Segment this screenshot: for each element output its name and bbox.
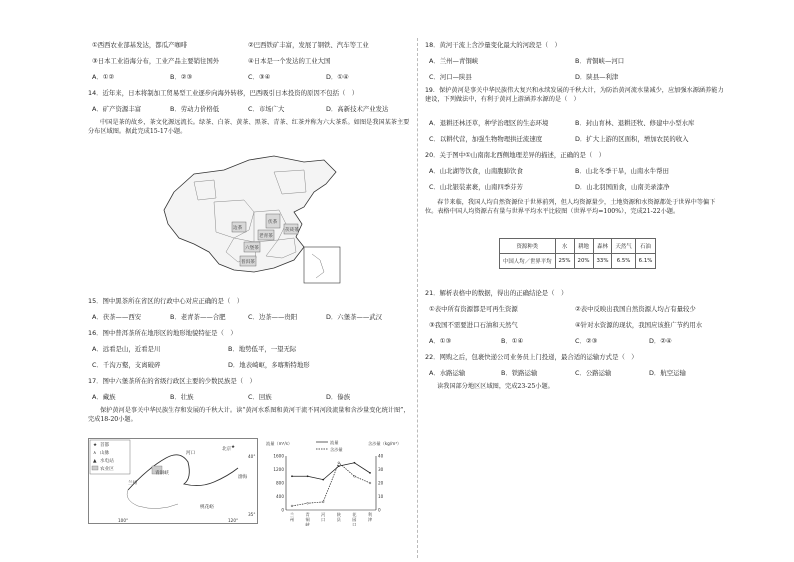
q16-choice-b: B．地势低平，一望无际 bbox=[228, 345, 297, 353]
q20-choice-c: C．山北银装素裹，山南四季芬芳 bbox=[429, 183, 523, 191]
yellow-river-map-svg bbox=[88, 438, 258, 524]
flow-point bbox=[354, 462, 356, 464]
legend-dam-icon: ▲ bbox=[93, 459, 97, 464]
chart-xtick-label: 兰 bbox=[289, 512, 295, 517]
q15-choice-b: B．老青茶——合肥 bbox=[170, 313, 226, 321]
flow-point bbox=[307, 475, 309, 477]
q16-choice-a: A．远看是山，近看是川 bbox=[92, 345, 161, 353]
chart-ytick-left: 800 bbox=[276, 480, 284, 486]
q13-option-3: ③日本工业沿海分布，工业产品主要销往国外 bbox=[92, 57, 220, 65]
q22-choice-a: A．水路运输 bbox=[429, 369, 466, 377]
flow-point bbox=[291, 475, 293, 477]
table-header-cell: 石油 bbox=[635, 239, 656, 254]
chart-ytick-left: 0 bbox=[281, 507, 284, 513]
q14-choice-a: A．矿产资源丰富 bbox=[92, 105, 142, 113]
q20-stem: 20．关于图中①山南南北西侧地理差异的描述，正确的是（ ） bbox=[425, 151, 606, 159]
flow-series-line bbox=[292, 463, 370, 480]
flow-sediment-chart bbox=[264, 438, 404, 526]
sediment-point bbox=[307, 502, 309, 504]
legend-farm-swatch bbox=[92, 466, 98, 470]
q14-choice-d: D．高新技术产业发达 bbox=[326, 105, 389, 113]
q13-option-2: ②巴西铁矿丰富，发展了钢铁、汽车等工业 bbox=[248, 41, 369, 49]
chart-xtick-label: 利 bbox=[367, 512, 373, 517]
legend-capital-icon: ★ bbox=[93, 443, 98, 448]
table-cell: 6.5% bbox=[612, 254, 635, 269]
legend-farm-label: 农业区 bbox=[100, 467, 114, 472]
table-cell: 6.1% bbox=[635, 254, 656, 269]
column-divider bbox=[417, 38, 418, 558]
map1-label-liubao: 六堡茶 bbox=[245, 246, 259, 251]
resource-table bbox=[499, 238, 656, 269]
sediment-point bbox=[354, 475, 356, 477]
map1-label-bian: 边茶 bbox=[233, 226, 243, 231]
q13-choice-d: D．①④ bbox=[326, 73, 349, 81]
q16-choice-d: D．地表崎岖，多喀斯特地形 bbox=[228, 361, 310, 369]
q21-option-4: ④针对水资源的现状，我国应该推广节约用水 bbox=[575, 321, 703, 329]
q21-option-2: ②表中反映出我国自然资源人均占有量较少 bbox=[575, 305, 696, 313]
flow-point bbox=[322, 479, 324, 481]
q15-choice-a: A．茯茶——西安 bbox=[92, 313, 142, 321]
map2-label-bohai: 渤海 bbox=[238, 475, 248, 480]
yellow-river-map bbox=[88, 438, 258, 524]
q13-choice-c: C．③④ bbox=[248, 73, 271, 81]
sediment-series-line bbox=[292, 463, 370, 506]
q21-stem: 21．解析表格中的数据，得出的正确结论是（ ） bbox=[425, 289, 568, 297]
q17-stem: 17．图中六堡茶所在的省级行政区主要的少数民族是（ ） bbox=[88, 377, 256, 385]
map2-lat-35: 35° bbox=[248, 512, 256, 517]
chart-xtick-label: 州 bbox=[289, 517, 295, 522]
chart-ytick-left: 1600 bbox=[273, 453, 284, 459]
legend-mountain-label: 山脉 bbox=[100, 451, 110, 456]
legend-dam-label: 水电站 bbox=[100, 459, 114, 464]
q21-choice-a: A．①③ bbox=[429, 337, 452, 345]
flow-point bbox=[369, 472, 371, 474]
chart-ytick-left: 400 bbox=[276, 494, 284, 499]
chart-xtick-label: 铜 bbox=[305, 517, 310, 522]
q17-choice-b: B．壮族 bbox=[170, 393, 194, 401]
q20-choice-d: D．山北羽国面食，山南美录漆净 bbox=[575, 183, 670, 191]
legend-mountain-icon: ∧ bbox=[93, 451, 97, 456]
q22-choice-c: C．公路运输 bbox=[575, 369, 612, 377]
table-header-cell: 水 bbox=[555, 239, 574, 254]
q15-stem: 15．图中黑茶所在省区的行政中心对应正确的是（ ） bbox=[88, 297, 244, 305]
q13-choice-a: A．①② bbox=[92, 73, 115, 81]
intro-23-25: 读我国部分地区区域图，完成23-25小题。 bbox=[437, 383, 554, 390]
map2-label-beijing: 北京 bbox=[222, 447, 232, 452]
map1-label-futea: 伏茶 bbox=[268, 220, 278, 225]
intro-18-20: 保护黄河是事关中华民族生存和发展的千秋大计。读“黄河水系图和黄河干流不同河段流量和含沙量变化统计图”，完成18-20小题。 bbox=[88, 407, 410, 423]
q15-choice-d: D．六堡茶——武汉 bbox=[326, 313, 383, 321]
sediment-point bbox=[338, 462, 340, 464]
q22-choice-b: B．铁路运输 bbox=[501, 369, 538, 377]
q18-choice-d: D．陕县—利津 bbox=[575, 73, 619, 81]
chart-xtick-label: 津 bbox=[367, 517, 373, 522]
q18-choice-b: B．青铜峡—河口 bbox=[575, 57, 625, 65]
table-cell: 33% bbox=[593, 254, 612, 269]
q14-choice-b: B．劳动力价格低 bbox=[170, 105, 220, 113]
chart-ylabel-left: 流量（m³/s） bbox=[266, 441, 293, 446]
table-header-cell: 天然气 bbox=[612, 239, 635, 254]
chart-ylabel-right: 含沙量（kg/m³） bbox=[368, 441, 402, 446]
table-header-cell: 森林 bbox=[593, 239, 612, 254]
sediment-point bbox=[322, 501, 324, 503]
sediment-point bbox=[369, 482, 371, 484]
map2-label-taohuayu: 桃花峪 bbox=[200, 505, 214, 510]
table-cell: 20% bbox=[574, 254, 593, 269]
map2-lon-100: 100° bbox=[118, 518, 129, 523]
q21-option-1: ①表中所有资源都是可再生资源 bbox=[429, 305, 518, 313]
table-header-cell: 耕地 bbox=[574, 239, 593, 254]
q21-choice-c: C．②③ bbox=[575, 337, 598, 345]
map2-label-lanzhou: 兰州 bbox=[128, 481, 138, 486]
q14-choice-c: C．市场广大 bbox=[248, 105, 285, 113]
q13-option-4: ④日本是一个发达的工业大国 bbox=[248, 57, 331, 65]
q17-choice-a: A．藏族 bbox=[92, 393, 116, 401]
resource-table-header-row bbox=[500, 239, 656, 254]
q22-choice-d: D．航空运输 bbox=[649, 369, 686, 377]
map2-lat-40: 40° bbox=[248, 454, 256, 459]
chart-legend-flow: 流量 bbox=[330, 440, 339, 445]
china-tea-map bbox=[154, 152, 344, 287]
sediment-point bbox=[291, 505, 293, 507]
legend-capital-label: 首都 bbox=[100, 443, 110, 448]
chart-ytick-right: 10 bbox=[378, 494, 384, 499]
q14-stem: 14．近年来，日本将制加工贸易型工业逐步向海外转移，巴西吸引日本投资的原因不包括（ ） bbox=[88, 89, 359, 97]
q17-choice-d: D．傣族 bbox=[326, 393, 351, 401]
chart-ytick-right: 20 bbox=[378, 480, 384, 486]
intro-21-22: 春节来临，我国人均自然资源位于世界前列，但人均资源量少，土地资源和水资源都处于世界中等偏下位。表格中国人均资源占有量与世界平均水平比较图（世界平均=100%），完成21-22小题。 bbox=[425, 199, 716, 215]
chart-xtick-label: 陕 bbox=[336, 512, 341, 517]
map1-label-puer: 普洱茶 bbox=[241, 260, 255, 265]
chart-ytick-right: 30 bbox=[378, 467, 384, 472]
q20-choice-b: B．山北冬季干旱，山南水牛帮田 bbox=[575, 167, 669, 175]
china-map-outline bbox=[154, 152, 344, 287]
q13-option-1: ①西西农业部基发达，都瓜产咖啡 bbox=[92, 41, 188, 49]
map2-label-hekou: 河口 bbox=[186, 451, 196, 456]
intro-15-17: 中国是茶的故乡，茶文化源远流长。绿茶、白茶、黄茶、黑茶、青茶、红茶并称为六大茶系。如图是我国某茶主要分布区域图。据此完成15-17小题。 bbox=[88, 119, 410, 135]
chart-xtick-label: 口 bbox=[321, 517, 326, 522]
q21-choice-d: D．②④ bbox=[649, 337, 672, 345]
chart-ytick-left: 1200 bbox=[273, 467, 284, 472]
map1-label-laoqing: 老青茶 bbox=[259, 234, 273, 239]
resource-table-row bbox=[500, 254, 656, 269]
flow-point bbox=[338, 465, 340, 467]
flow-sediment-chart-svg bbox=[264, 438, 404, 526]
q15-choice-c: C．边茶——贵阳 bbox=[248, 313, 298, 321]
q20-choice-a: A．山北湖等饮食，山南腹肺饮食 bbox=[429, 167, 523, 175]
q19-choice-a: A．退耕还林还草，种学治理区的生态环境 bbox=[429, 119, 549, 127]
q21-choice-b: B．①④ bbox=[501, 337, 524, 345]
chart-ytick-right: 0 bbox=[378, 507, 381, 513]
q18-choice-a: A．兰州—青铜峡 bbox=[429, 57, 479, 65]
q18-stem: 18．黄河干流上含沙量变化最大的河段是（ ） bbox=[425, 41, 561, 49]
q16-choice-c: C．千沟万壑，支离破碎 bbox=[92, 361, 161, 369]
table-cell: 25% bbox=[555, 254, 574, 269]
chart-ytick-right: 40 bbox=[378, 453, 384, 459]
chart-legend-sediment: 含沙量 bbox=[330, 447, 343, 452]
map2-lon-120: 120° bbox=[228, 518, 239, 523]
chart-xtick-label: 河 bbox=[321, 512, 326, 517]
chart-xtick-label: 青 bbox=[305, 512, 310, 517]
chart-xtick-label: 县 bbox=[336, 517, 341, 522]
chart-xtick-label: 峡 bbox=[305, 522, 310, 526]
table-header-cell: 资源种类 bbox=[500, 239, 556, 254]
capital-star-icon: ★ bbox=[231, 445, 236, 450]
map1-label-fuzhuan: 茯砖茶 bbox=[285, 228, 299, 233]
table-cell: 中国人均／世界平均 bbox=[500, 254, 556, 269]
chart-xtick-label: 园 bbox=[352, 517, 357, 522]
q19-choice-c: C．以耕代营，加强生物物理拱迁流速度 bbox=[429, 135, 543, 143]
south-sea-inset bbox=[304, 247, 340, 283]
chart-xtick-label: 口 bbox=[352, 522, 357, 526]
q18-choice-c: C．河口—陕县 bbox=[429, 73, 472, 81]
q19-choice-d: D．扩大上游的区面积，增加农民的收入 bbox=[575, 135, 689, 143]
q21-option-3: ③我国不需要进口石油和天然气 bbox=[429, 321, 518, 329]
q19-choice-b: B．封山育林、退耕还牧、修建中小型水库 bbox=[575, 119, 695, 127]
map2-label-qingtongxia: 青铜峡 bbox=[155, 471, 169, 476]
chart-xtick-label: 花 bbox=[352, 512, 357, 517]
q22-stem: 22．网购之后，包裹快递公司业务员上门投递，最合适的运输方式是（ ） bbox=[425, 353, 638, 361]
q16-stem: 16．图中普洱茶所在地形区的地形地貌特征是（ ） bbox=[88, 329, 237, 337]
q19-stem: 19．保护黄河是事关中华民族伟大复兴和永续发展的千秋大计，为防治黄河流水量减少，应加强水源涵养能力建设，下列做法中，有利于黄河上游涵养水源的是（ ） bbox=[425, 87, 724, 103]
q17-choice-c: C．回族 bbox=[248, 393, 272, 401]
q13-choice-b: B．②③ bbox=[170, 73, 193, 81]
